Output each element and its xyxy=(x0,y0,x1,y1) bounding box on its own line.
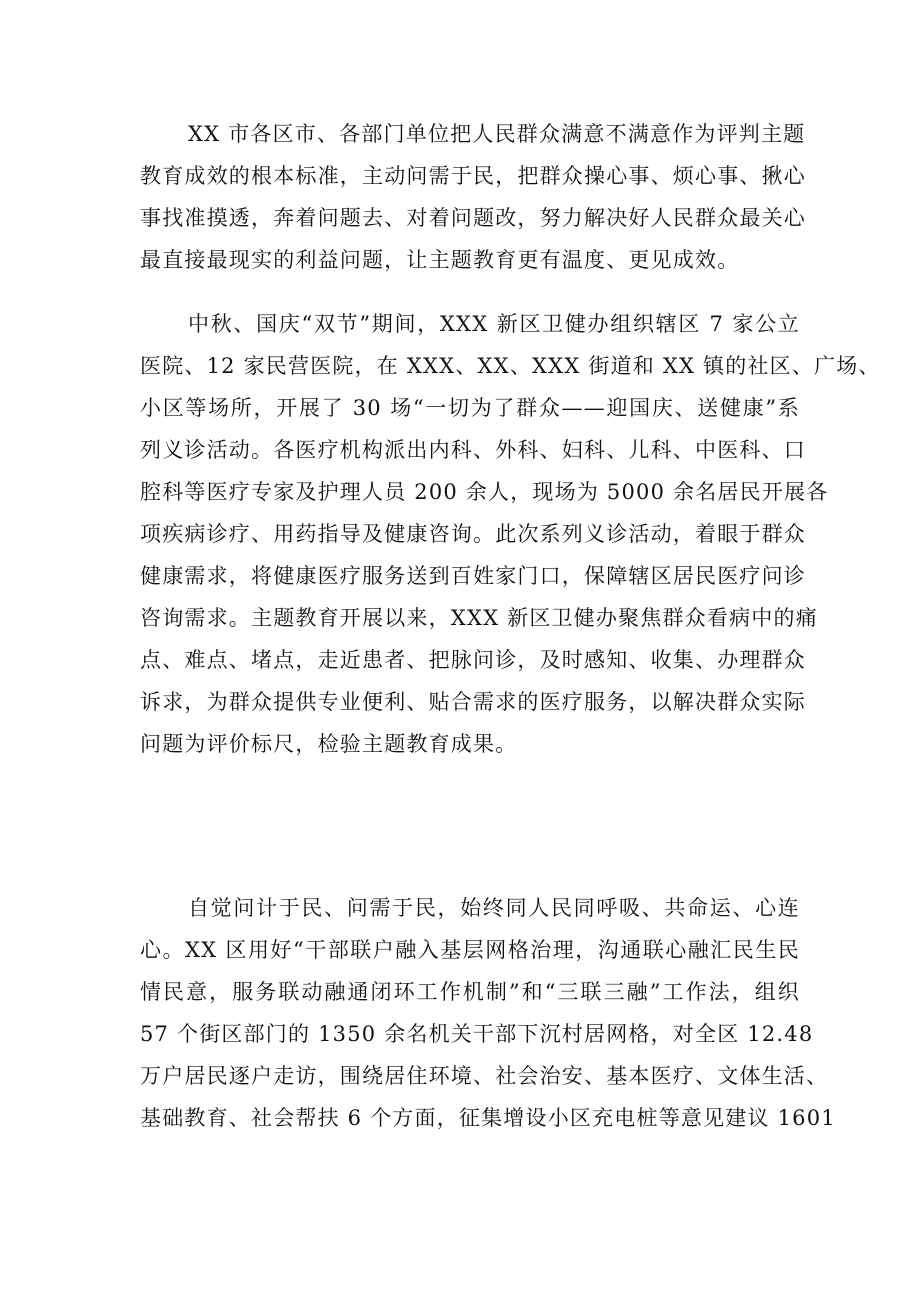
paragraph-2 xyxy=(140,303,881,765)
paragraph-line: 小区等场所，开展了 30 场“一切为了群众——迎国庆、送健康”系 xyxy=(140,396,800,420)
paragraph-line: 教育成效的根本标准，主动问需于民，把群众操心事、烦心事、揪心 xyxy=(140,164,806,188)
paragraph-line: 万户居民逐户走访，围绕居住环境、社会治安、基本医疗、文体生活、 xyxy=(140,1064,829,1088)
paragraph-3 xyxy=(140,887,836,1139)
paragraph-line: 医院、12 家民营医院，在 XXX、XX、XXX 街道和 XX 镇的社区、广场、 xyxy=(140,354,881,378)
paragraph-line: 中秋、国庆“双节”期间，XXX 新区卫健办组织辖区 7 家公立 xyxy=(188,312,800,336)
paragraph-line: 健康需求，将健康医疗服务送到百姓家门口，保障辖区居民医疗问诊 xyxy=(140,564,806,588)
paragraph-line: 57 个街区部门的 1350 余名机关干部下沉村居网格，对全区 12.48 xyxy=(140,1022,814,1046)
paragraph-line: 点、难点、堵点，走近患者、把脉问诊，及时感知、收集、办理群众 xyxy=(140,648,806,672)
paragraph-line: 问题为评价标尺，检验主题教育成果。 xyxy=(140,732,518,756)
paragraph-line: 列义诊活动。各医疗机构派出内科、外科、妇科、儿科、中医科、口 xyxy=(140,438,806,462)
paragraph-line: 事找准摸透，奔着问题去、对着问题改，努力解决好人民群众最关心 xyxy=(140,206,806,230)
paragraph-line: 最直接最现实的利益问题，让主题教育更有温度、更见成效。 xyxy=(140,248,740,272)
paragraph-line: 基础教育、社会帮扶 6 个方面，征集增设小区充电桩等意见建议 1601 xyxy=(140,1106,836,1130)
paragraph-line: 咨询需求。主题教育开展以来，XXX 新区卫健办聚焦群众看病中的痛 xyxy=(140,606,818,630)
paragraph-line: 腔科等医疗专家及护理人员 200 余人，现场为 5000 余名居民开展各 xyxy=(140,480,829,504)
paragraph-line: 项疾病诊疗、用药指导及健康咨询。此次系列义诊活动，着眼于群众 xyxy=(140,522,806,546)
paragraph-line: 自觉问计于民、问需于民，始终同人民同呼吸、共命运、心连 xyxy=(188,896,800,920)
paragraph-line: XX 市各区市、各部门单位把人民群众满意不满意作为评判主题 xyxy=(188,122,806,146)
paragraph-line: 情民意，服务联动融通闭环工作机制”和“三联三融”工作法，组织 xyxy=(140,980,800,1004)
paragraph-line: 诉求，为群众提供专业便利、贴合需求的医疗服务，以解决群众实际 xyxy=(140,690,806,714)
paragraph-1 xyxy=(140,113,806,281)
paragraph-line: 心。XX 区用好“干部联户融入基层网格治理，沟通联心融汇民生民 xyxy=(140,938,800,962)
